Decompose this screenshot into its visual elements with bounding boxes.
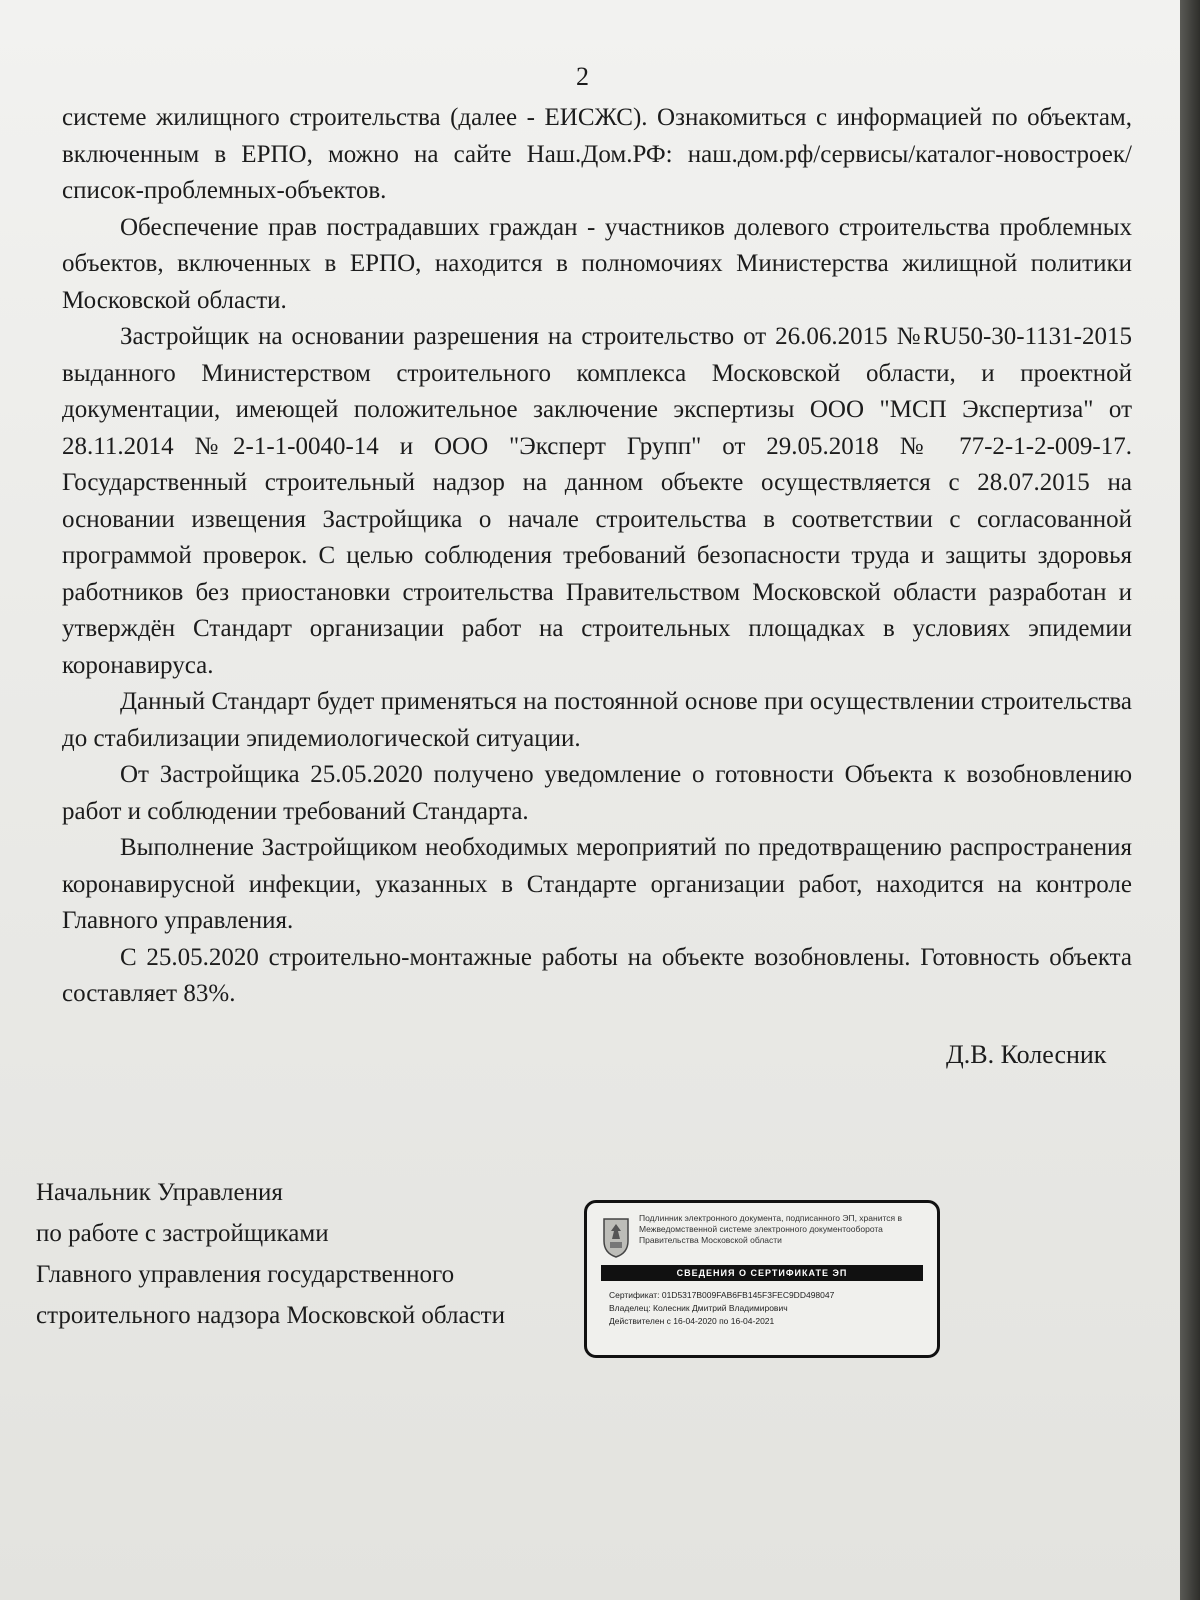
certificate-info-bar: СВЕДЕНИЯ О СЕРТИФИКАТЕ ЭП	[601, 1265, 923, 1281]
certificate-details	[609, 1289, 925, 1328]
paragraph: С 25.05.2020 строительно-монтажные работы на объекте возобновлены. Готовность объекта составляет 83%.	[62, 943, 1132, 1007]
paragraph: Данный Стандарт будет применяться на постоянной основе при осуществлении строительства до стабилизации эпидемиологической ситуации.	[62, 688, 1132, 752]
signatory-name: Д.В. Колесник	[946, 1040, 1107, 1069]
electronic-signature-stamp	[584, 1200, 940, 1358]
signatory-title-line: Начальник Управления	[36, 1179, 283, 1206]
page-number: 2	[576, 62, 589, 91]
certificate-owner: Владелец: Колесник Дмитрий Владимирович	[609, 1303, 788, 1313]
paragraph: системе жилищного строительства (далее - ЕИСЖС). Ознакомиться с информацией по объектам, включенным в ЕРПО, можно на сайте Наш.Дом.РФ: наш.дом.рф/сервисы/каталог-новостроек/список-проблемных-объектов.	[62, 104, 1132, 204]
background-edge	[1180, 0, 1200, 1600]
paragraph: Обеспечение прав пострадавших граждан - участников долевого строительства проблемных объектов, включенных в ЕРПО, находится в полномочиях Министерства жилищной политики Московской области.	[62, 213, 1132, 314]
certificate-validity: Действителен с 16-04-2020 по 16-04-2021	[609, 1316, 775, 1326]
signatory-title-line: строительного надзора Московской области	[36, 1302, 505, 1329]
signatory-block	[36, 1172, 505, 1336]
certificate-number: Сертификат: 01D5317B009FAB6FB145F3FEC9DD498047	[609, 1290, 835, 1300]
paragraph: Выполнение Застройщиком необходимых мероприятий по предотвращению распространения коронавирусной инфекции, указанных в Стандарте организации работ, находится на контроле Главного управления.	[62, 834, 1132, 934]
paragraph: От Застройщика 25.05.2020 получено уведомление о готовности Объекта к возобновлению работ и соблюдении требований Стандарта.	[62, 761, 1132, 825]
letter-body	[62, 100, 1132, 1013]
stamp-header: Подлинник электронного документа, подписанного ЭП, хранится в Межведомственной системе электронного документооборота Правительства Московской области	[639, 1213, 902, 1245]
signatory-title-line: Главного управления государственного	[36, 1261, 455, 1288]
coat-of-arms-icon	[601, 1215, 631, 1259]
paragraph: Застройщик на основании разрешения на строительство от 26.06.2015 №RU50-30-1131-2015 выданного Министерством строительного комплекса Московской области, и проектной документации, имеющей положительное заключение экспертизы ООО "МСП Экспертиза" от 28.11.2014 №2-1-1-0040-14 и ООО "Эксперт Групп" от 29.05.2018 № 77-2-1-2-009-17. Государственный строительный надзор на данном объекте осуществляется с 28.07.2015 на основании извещения Застройщика о начале строительства в соответствии с согласованной программой проверок. С целью соблюдения требований безопасности труда и защиты здоровья работников без приостановки строительства Правительством Московской области разработан и утверждён Стандарт организации работ на строительных площадках в условиях эпидемии коронавируса.	[62, 323, 1132, 679]
signatory-title-line: по работе с застройщиками	[36, 1220, 329, 1247]
